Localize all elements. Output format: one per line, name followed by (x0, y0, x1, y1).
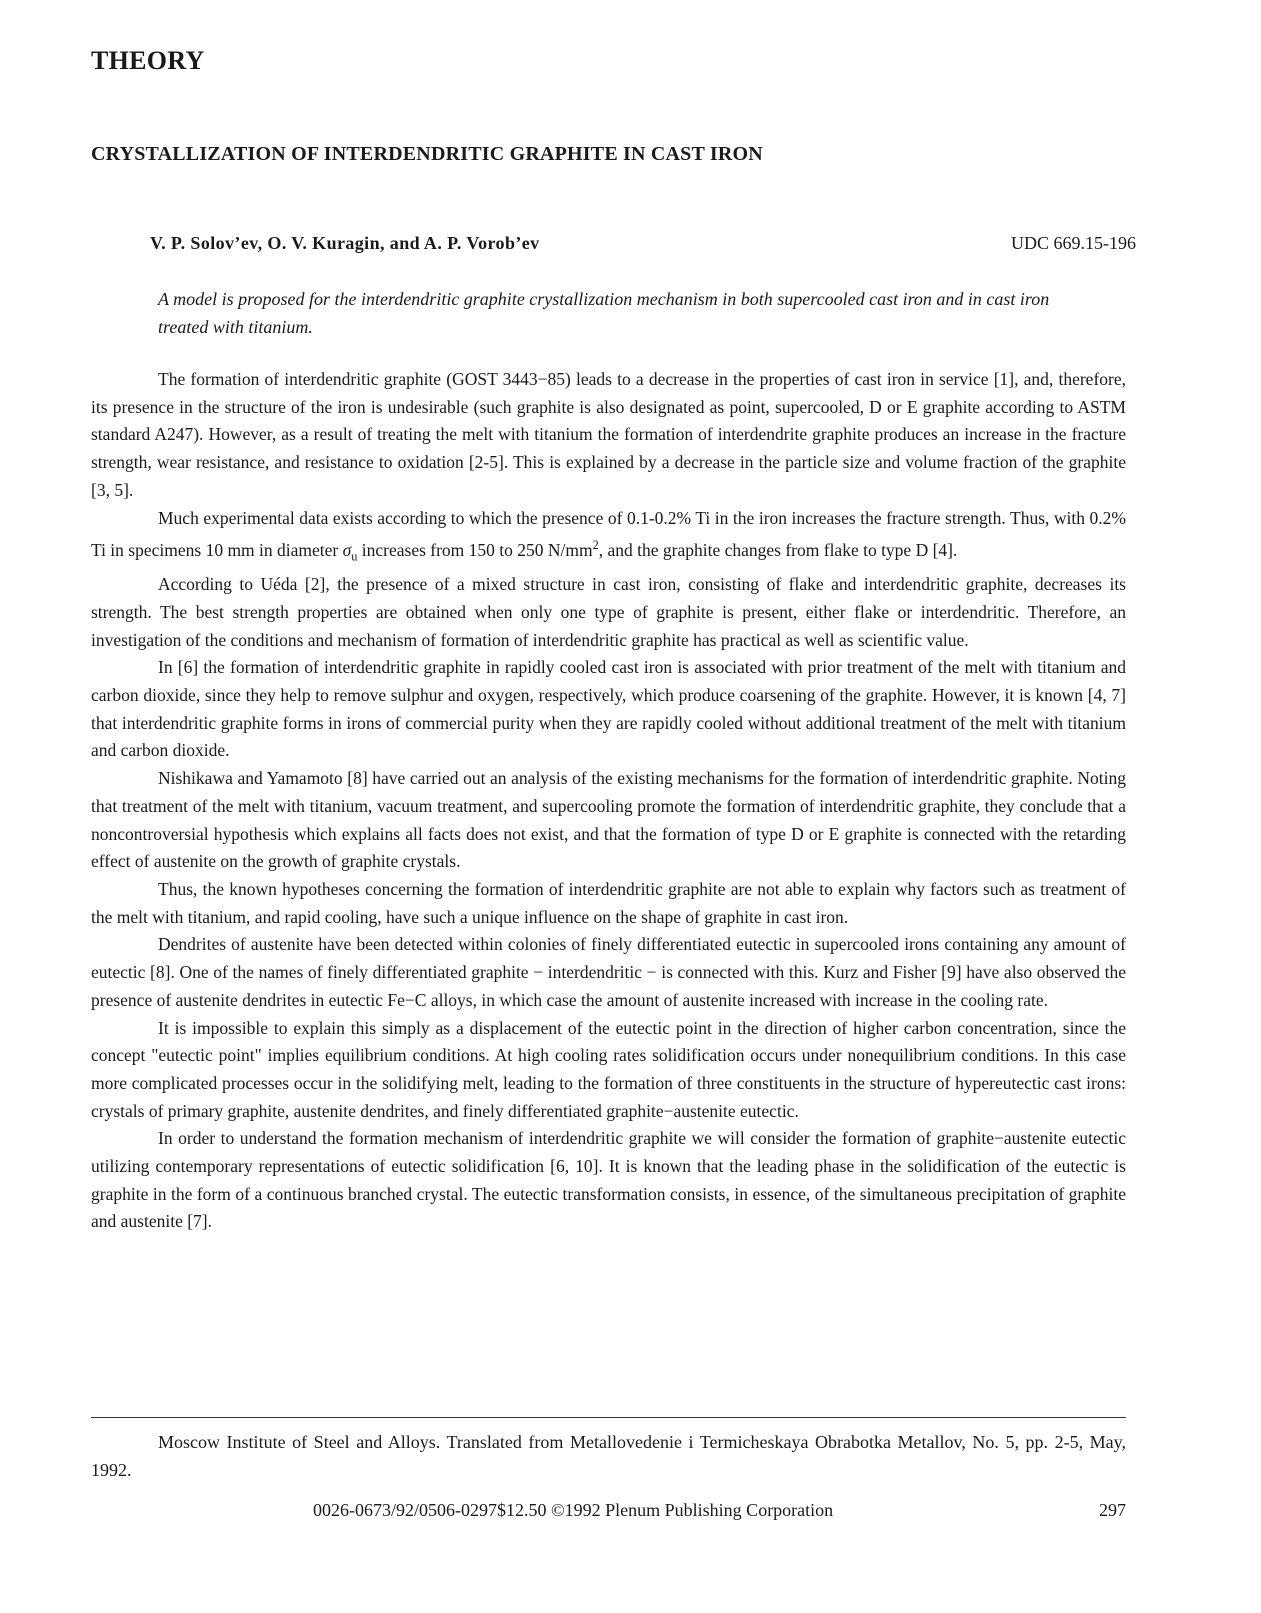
paragraph-text: increases from 150 to 250 N/mm (357, 540, 593, 561)
paragraph (91, 505, 1126, 572)
page-number: 297 (1099, 1500, 1126, 1520)
sigma-subscript: u (351, 549, 358, 564)
article-body (91, 366, 1126, 1236)
udc-code: UDC 669.15-196 (1011, 233, 1136, 253)
authors: V. P. Solov’ev, O. V. Kuragin, and A. P. Vorob’ev (150, 233, 540, 253)
abstract: A model is proposed for the interdendritic graphite crystallization mechanism in both supercooled cast iron and in cast iron treated with titanium. (158, 289, 1050, 337)
paragraph: Thus, the known hypotheses concerning the formation of interdendritic graphite are not able to explain why factors such as treatment of the melt with titanium, and rapid cooling, have such a unique influence on the shape of graphite in cast iron. (91, 878, 1126, 927)
paragraph: The formation of interdendritic graphite (GOST 3443−85) leads to a decrease in the properties of cast iron in service [1], and, therefore, its presence in the structure of the iron is undesirable (such graphite is also designated as point, supercooled, D or E graphite according to ASTM standard A247). However, as a result of treating the melt with titanium the formation of interdendrite graphite produces an increase in the fracture strength, wear resistance, and resistance to oxidation [2-5]. This is explained by a decrease in the particle size and volume fraction of the graphite [3, 5]. (91, 369, 1126, 500)
paragraph: In order to understand the formation mechanism of interdendritic graphite we will consider the formation of graphite−austenite eutectic utilizing contemporary representations of eutectic solidification [6, 10]. It is known that the leading phase in the solidification of the eutectic is graphite in the form of a continuous branched crystal. The eutectic transformation consists, in essence, of the simultaneous precipitation of graphite and austenite [7]. (91, 1128, 1126, 1232)
sigma-symbol: σ (342, 540, 352, 561)
paragraph: Dendrites of austenite have been detected within colonies of finely differentiated eutectic in supercooled irons containing any amount of eutectic [8]. One of the names of finely differentiated graphite − interdendritic − is connected with this. Kurz and Fisher [9] have also observed the presence of austenite dendrites in eutectic Fe−C alloys, in which case the amount of austenite increased with increase in the cooling rate. (91, 934, 1126, 1010)
paragraph-text: Much experimental data exists according to which the presence of 0.1-0.2% Ti in the iron increases the fracture strength. Thus, with 0.2% Ti in specimens 10 mm in diameter (91, 507, 1126, 561)
paragraph: In [6] the formation of interdendritic graphite in rapidly cooled cast iron is associated with prior treatment of the melt with titanium and carbon dioxide, since they help to remove sulphur and oxygen, respectively, which produce coarsening of the graphite. However, it is known [4, 7] that interdendritic graphite forms in irons of commercial purity when they are rapidly cooled without additional treatment of the melt with titanium and carbon dioxide. (91, 657, 1126, 761)
copyright-line: 0026-0673/92/0506-0297$12.50 ©1992 Plenum Publishing Corporation (313, 1500, 834, 1520)
section-heading: THEORY (91, 46, 205, 75)
footnote-divider (91, 1417, 1126, 1418)
footnote: Moscow Institute of Steel and Alloys. Translated from Metallovedenie i Termicheskaya Obrabotka Metallov, No. 5, pp. 2-5, May, 1992. (91, 1432, 1126, 1480)
article-title: CRYSTALLIZATION OF INTERDENDRITIC GRAPHITE IN CAST IRON (91, 143, 763, 165)
paragraph: Nishikawa and Yamamoto [8] have carried out an analysis of the existing mechanisms for the formation of interdendritic graphite. Noting that treatment of the melt with titanium, vacuum treatment, and supercooling promote the formation of interdendritic graphite, they conclude that a noncontroversial hypothesis which explains all facts does not exist, and that the formation of type D or E graphite is connected with the retarding effect of austenite on the growth of graphite crystals. (91, 768, 1126, 872)
paragraph: According to Uéda [2], the presence of a mixed structure in cast iron, consisting of flake and interdendritic graphite, decreases its strength. The best strength properties are obtained when only one type of graphite is present, either flake or interdendritic. Therefore, an investigation of the conditions and mechanism of formation of interdendritic graphite has practical as well as scientific value. (91, 574, 1126, 650)
paragraph: It is impossible to explain this simply as a displacement of the eutectic point in the direction of higher carbon concentration, since the concept "eutectic point" implies equilibrium conditions. At high cooling rates solidification occurs under nonequilibrium conditions. In this case more complicated processes occur in the solidifying melt, leading to the formation of three constituents in the structure of hypereutectic cast irons: crystals of primary graphite, austenite dendrites, and finely differentiated graphite−austenite eutectic. (91, 1017, 1126, 1121)
superscript: 2 (592, 538, 599, 553)
paragraph-text: , and the graphite changes from flake to type D [4]. (598, 540, 958, 561)
